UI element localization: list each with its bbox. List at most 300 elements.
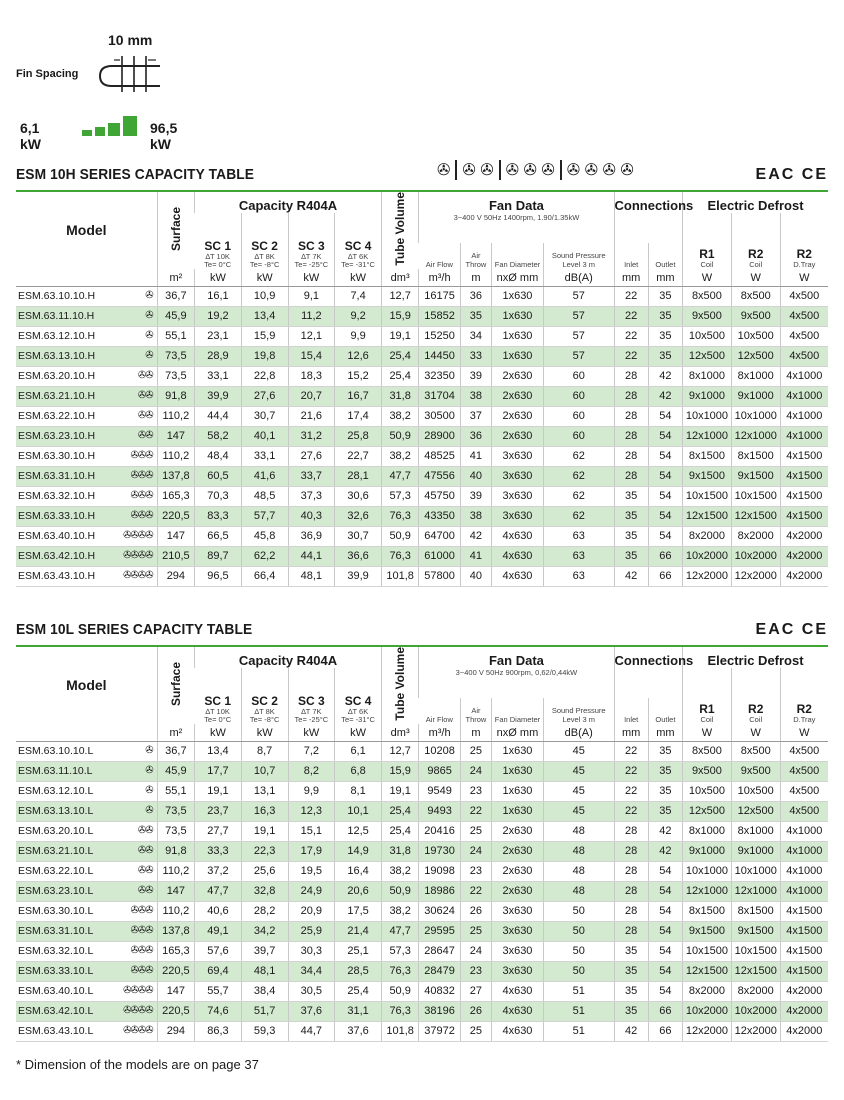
- col-conn-sub: Inlet: [614, 698, 648, 724]
- table-row: [16, 426, 828, 446]
- table-row: [16, 801, 828, 821]
- table-cell: 60: [543, 386, 614, 406]
- fan-count-icon: ✇✇: [137, 370, 153, 382]
- table-cell: 3x630: [492, 506, 544, 526]
- table-cell: 47,7: [381, 921, 418, 941]
- table-cell: 32,6: [335, 506, 382, 526]
- table-row: [16, 466, 828, 486]
- table-cell: 45: [543, 761, 614, 781]
- table-cell: 24: [460, 841, 491, 861]
- table-cell: 4x1000: [780, 821, 828, 841]
- table-cell: 22,3: [241, 841, 288, 861]
- table-cell: 28647: [419, 941, 461, 961]
- table-cell: 35: [614, 1001, 648, 1021]
- table-row: [16, 821, 828, 841]
- table-row: [16, 306, 828, 326]
- table-cell: 165,3: [157, 486, 194, 506]
- table-cell: 33: [460, 346, 491, 366]
- table-cell: 9865: [419, 761, 461, 781]
- table-cell: 58,2: [195, 426, 242, 446]
- col-fan-sub: Sound Pressure Level 3 m: [543, 243, 614, 269]
- table-cell: 19,1: [381, 781, 418, 801]
- col-sc-3: [288, 213, 335, 269]
- table-cell: 48,4: [195, 446, 242, 466]
- table-cell: 15,9: [241, 326, 288, 346]
- table-cell: 147: [157, 881, 194, 901]
- table-cell: 38,2: [381, 406, 418, 426]
- table-cell: 4x2000: [780, 546, 828, 566]
- table-cell: 50,9: [381, 426, 418, 446]
- table-cell: 62: [543, 446, 614, 466]
- model-name: ESM.63.11.10.L: [18, 765, 93, 778]
- capacity-max: 96,5 kW: [150, 120, 178, 152]
- table-cell: 294: [157, 566, 194, 586]
- table-cell: 20,7: [288, 386, 335, 406]
- table-cell: 76,3: [381, 1001, 418, 1021]
- table-cell: 12x2000: [731, 566, 780, 586]
- col-conn-sub: Outlet: [648, 243, 682, 269]
- table-cell: 74,6: [195, 1001, 242, 1021]
- table-cell: 31,2: [288, 426, 335, 446]
- header-graphics: [16, 30, 316, 150]
- table-cell: 4x630: [492, 526, 544, 546]
- table-cell: 12x2000: [683, 566, 732, 586]
- units-row: [16, 269, 828, 287]
- col-fan-sub: Air Throw: [460, 243, 491, 269]
- table-cell: 35: [648, 781, 682, 801]
- table-cell: 63: [543, 566, 614, 586]
- table-row: [16, 941, 828, 961]
- table-cell: 1x630: [492, 286, 544, 306]
- model-cell: [16, 861, 157, 881]
- col-sc-3: [288, 668, 335, 724]
- col-fan-sub: Air Flow: [425, 259, 453, 269]
- table-cell: 1x630: [492, 346, 544, 366]
- table-cell: 10x1500: [683, 941, 732, 961]
- model-name: ESM.63.21.10.H: [18, 390, 96, 403]
- table-cell: 35: [648, 286, 682, 306]
- table-cell: 48,1: [241, 961, 288, 981]
- model-name: ESM.63.31.10.L: [18, 925, 94, 938]
- col-surface-label: Surface: [168, 661, 183, 706]
- table-cell: 147: [157, 526, 194, 546]
- table-cell: 36,9: [288, 526, 335, 546]
- table-cell: 22,8: [241, 366, 288, 386]
- fan-count-icon: ✇✇✇: [130, 450, 153, 462]
- table-cell: 91,8: [157, 386, 194, 406]
- table-cell: 51: [543, 981, 614, 1001]
- table-cell: 28: [614, 406, 648, 426]
- table-cell: 19,1: [241, 821, 288, 841]
- table-cell: 60: [543, 406, 614, 426]
- col-model: Model: [66, 677, 107, 694]
- table-cell: 37,6: [288, 1001, 335, 1021]
- table-cell: 12x1000: [731, 426, 780, 446]
- fan-count-icon: ✇✇✇✇: [123, 550, 153, 562]
- certification-marks: EAC CE: [755, 166, 828, 183]
- unit-cell: m³/h: [419, 269, 461, 287]
- fan-count-icon: ✇✇: [137, 390, 153, 402]
- table-cell: 10x2000: [683, 1001, 732, 1021]
- table-cell: 6,8: [335, 761, 382, 781]
- table-cell: 83,3: [195, 506, 242, 526]
- table-cell: 96,5: [195, 566, 242, 586]
- table-cell: 63: [543, 546, 614, 566]
- table-cell: 110,2: [157, 861, 194, 881]
- unit-cell: mm: [614, 269, 648, 287]
- unit-cell: W: [780, 269, 828, 287]
- table-row: [16, 881, 828, 901]
- col-sc-4: [335, 668, 382, 724]
- table-cell: 48,1: [288, 566, 335, 586]
- table-cell: 6,1: [335, 741, 382, 761]
- table-cell: 8x1000: [683, 366, 732, 386]
- table-cell: 70,3: [195, 486, 242, 506]
- table-cell: 42: [648, 821, 682, 841]
- table-cell: 86,3: [195, 1021, 242, 1041]
- model-name: ESM.63.42.10.H: [18, 550, 96, 563]
- table-row: [16, 406, 828, 426]
- table-cell: 50,9: [381, 981, 418, 1001]
- table-cell: 28,2: [241, 901, 288, 921]
- table-cell: 57: [543, 306, 614, 326]
- table-cell: 57800: [419, 566, 461, 586]
- table-cell: 9,2: [335, 306, 382, 326]
- table-cell: 20,6: [335, 881, 382, 901]
- table-cell: 45750: [419, 486, 461, 506]
- col-sc-2: [241, 213, 288, 269]
- sc-delta: ∆T 7K: [301, 251, 322, 261]
- defrost-sub: Coil: [749, 714, 763, 724]
- fan-group-1-icon: ✇: [432, 160, 457, 180]
- col-defrost-3: [780, 668, 828, 724]
- table-cell: 62,2: [241, 546, 288, 566]
- model-name: ESM.63.21.10.L: [18, 845, 94, 858]
- table-cell: 10x1000: [683, 406, 732, 426]
- table-cell: 8x1500: [731, 446, 780, 466]
- col-surface: [157, 192, 194, 269]
- table-cell: 45,9: [157, 306, 194, 326]
- table-row: [16, 446, 828, 466]
- table-cell: 13,4: [241, 306, 288, 326]
- unit-cell: mm: [614, 724, 648, 742]
- unit-cell: mm: [648, 724, 682, 742]
- table-cell: 50: [543, 941, 614, 961]
- table-row: [16, 781, 828, 801]
- col-electric-defrost: Electric Defrost: [683, 647, 828, 668]
- table-cell: 28: [614, 386, 648, 406]
- sc-delta: ∆T 6K: [347, 251, 369, 261]
- table-cell: 10x500: [683, 781, 732, 801]
- table-cell: 25,4: [335, 981, 382, 1001]
- table-cell: 19,5: [288, 861, 335, 881]
- table-cell: 35: [614, 961, 648, 981]
- table-cell: 1x630: [492, 741, 544, 761]
- table-cell: 40: [460, 566, 491, 586]
- model-name: ESM.63.10.10.H: [18, 290, 96, 303]
- table-cell: 54: [648, 486, 682, 506]
- table-cell: 12x1500: [683, 961, 732, 981]
- col-tube-volume: [381, 192, 418, 269]
- table-cell: 33,1: [195, 366, 242, 386]
- table-cell: 63: [543, 526, 614, 546]
- table-cell: 62: [543, 486, 614, 506]
- table-cell: 89,7: [195, 546, 242, 566]
- table-cell: 34,2: [241, 921, 288, 941]
- table-cell: 3x630: [492, 466, 544, 486]
- table-cell: 8x1500: [683, 901, 732, 921]
- table-cell: 9549: [419, 781, 461, 801]
- table-cell: 13,4: [195, 741, 242, 761]
- table-cell: 37,2: [195, 861, 242, 881]
- table-cell: 24: [460, 761, 491, 781]
- model-cell: [16, 426, 157, 446]
- table-cell: 20,9: [288, 901, 335, 921]
- defrost-sub: Coil: [749, 259, 763, 269]
- table-cell: 35: [648, 326, 682, 346]
- model-name: ESM.63.20.10.H: [18, 370, 96, 383]
- table-cell: 12,7: [381, 286, 418, 306]
- table-cell: 8x2000: [683, 526, 732, 546]
- table-cell: 4x500: [780, 286, 828, 306]
- table-cell: 57: [543, 286, 614, 306]
- fan-count-icon: ✇: [145, 310, 153, 322]
- table-cell: 15250: [419, 326, 461, 346]
- sc-name: SC 2: [251, 693, 278, 708]
- col-capacity: Capacity R404A: [195, 192, 382, 213]
- model-name: ESM.63.40.10.H: [18, 530, 96, 543]
- table-cell: 1x630: [492, 326, 544, 346]
- section-title-10h: ESM 10H SERIES CAPACITY TABLE: [16, 166, 255, 183]
- sc-delta: ∆T 10K: [205, 251, 230, 261]
- table-cell: 60,5: [195, 466, 242, 486]
- table-cell: 3x630: [492, 921, 544, 941]
- table-cell: 25: [460, 1021, 491, 1041]
- table-cell: 4x2000: [780, 526, 828, 546]
- table-cell: 2x630: [492, 861, 544, 881]
- table-cell: 35: [614, 546, 648, 566]
- table-cell: 147: [157, 981, 194, 1001]
- table-row: [16, 961, 828, 981]
- col-conn-sub: Inlet: [614, 243, 648, 269]
- table-cell: 51: [543, 1001, 614, 1021]
- table-cell: 2x630: [492, 821, 544, 841]
- sc-temp: Te= 0°C: [204, 714, 232, 724]
- conn-spacer: [614, 668, 683, 698]
- table-cell: 24,9: [288, 881, 335, 901]
- table-row: [16, 386, 828, 406]
- capacity-bars-icon: [82, 114, 144, 140]
- table-cell: 62: [543, 466, 614, 486]
- model-cell: [16, 881, 157, 901]
- table-cell: 55,7: [195, 981, 242, 1001]
- unit-cell: dm³: [381, 269, 418, 287]
- fan-spec: 3~400 V 50Hz 1400rpm, 1.90/1.35kW: [419, 213, 614, 243]
- table-cell: 22: [614, 346, 648, 366]
- units-row: [16, 724, 828, 742]
- table-cell: 37: [460, 406, 491, 426]
- sc-temp: Te= -25°C: [294, 259, 329, 269]
- model-cell: [16, 761, 157, 781]
- table-cell: 29595: [419, 921, 461, 941]
- table-cell: 30,7: [335, 526, 382, 546]
- fan-count-icon: ✇: [145, 765, 153, 777]
- fan-count-icon: ✇✇✇✇: [123, 1025, 153, 1037]
- table-cell: 14,9: [335, 841, 382, 861]
- table-cell: 12,3: [288, 801, 335, 821]
- model-cell: [16, 546, 157, 566]
- table-cell: 50,9: [381, 526, 418, 546]
- table-cell: 57: [543, 346, 614, 366]
- defrost-name: R2: [796, 701, 812, 716]
- table-cell: 25: [460, 921, 491, 941]
- table-cell: 28,9: [195, 346, 242, 366]
- table-cell: 8x1000: [683, 821, 732, 841]
- table-cell: 25,4: [381, 346, 418, 366]
- table-cell: 45,8: [241, 526, 288, 546]
- table-row: [16, 346, 828, 366]
- table-cell: 22: [614, 761, 648, 781]
- table-cell: 37,3: [288, 486, 335, 506]
- table-cell: 2x630: [492, 406, 544, 426]
- table-cell: 32,8: [241, 881, 288, 901]
- table-cell: 38196: [419, 1001, 461, 1021]
- fan-count-icon: ✇✇✇✇: [123, 985, 153, 997]
- col-connections: Connections: [614, 192, 683, 213]
- table-cell: 8x1500: [683, 446, 732, 466]
- table-cell: 19,2: [195, 306, 242, 326]
- unit-cell: W: [683, 724, 732, 742]
- section-title-10l: ESM 10L SERIES CAPACITY TABLE: [16, 621, 253, 638]
- table-cell: 101,8: [381, 1021, 418, 1041]
- table-cell: 27,6: [241, 386, 288, 406]
- unit-cell: m: [460, 269, 491, 287]
- model-name: ESM.63.13.10.L: [18, 805, 94, 818]
- table-cell: 39,7: [241, 941, 288, 961]
- table-cell: 28: [614, 921, 648, 941]
- table-row: [16, 366, 828, 386]
- table-cell: 38,2: [381, 861, 418, 881]
- table-cell: 61000: [419, 546, 461, 566]
- sc-delta: ∆T 6K: [347, 706, 369, 716]
- fin-spacing-label: Fin Spacing: [16, 68, 79, 80]
- model-name: ESM.63.32.10.L: [18, 945, 94, 958]
- col-tube-volume-label: Tube Volume: [393, 647, 408, 721]
- table-cell: 10x1500: [683, 486, 732, 506]
- table-cell: 35: [648, 346, 682, 366]
- table-cell: 14450: [419, 346, 461, 366]
- table-cell: 9x500: [683, 306, 732, 326]
- table-cell: 4x1500: [780, 486, 828, 506]
- table-cell: 4x1000: [780, 406, 828, 426]
- table-cell: 8x2000: [731, 981, 780, 1001]
- model-name: ESM.63.33.10.L: [18, 965, 94, 978]
- table-cell: 9x1000: [731, 841, 780, 861]
- table-cell: 35: [614, 526, 648, 546]
- table-cell: 54: [648, 426, 682, 446]
- table-cell: 9,9: [288, 781, 335, 801]
- table-cell: 4x500: [780, 761, 828, 781]
- sc-temp: Te= -8°C: [249, 714, 280, 724]
- table-cell: 10,7: [241, 761, 288, 781]
- col-surface-label: Surface: [168, 206, 183, 251]
- sc-name: SC 4: [344, 693, 372, 708]
- table-cell: 38,2: [381, 901, 418, 921]
- table-cell: 165,3: [157, 941, 194, 961]
- table-cell: 16,4: [335, 861, 382, 881]
- table-cell: 54: [648, 526, 682, 546]
- table-cell: 40,3: [288, 506, 335, 526]
- model-cell: [16, 801, 157, 821]
- unit-cell: dB(A): [543, 269, 614, 287]
- table-cell: 2x630: [492, 366, 544, 386]
- table-cell: 60: [543, 426, 614, 446]
- table-cell: 17,9: [288, 841, 335, 861]
- table-cell: 9x500: [683, 761, 732, 781]
- table-cell: 10208: [419, 741, 461, 761]
- table-cell: 76,3: [381, 506, 418, 526]
- table-cell: 38,4: [241, 981, 288, 1001]
- model-name: ESM.63.22.10.L: [18, 865, 94, 878]
- table-cell: 36: [460, 426, 491, 446]
- col-sc-1: [195, 213, 242, 269]
- table-cell: 50: [543, 961, 614, 981]
- table-cell: 28900: [419, 426, 461, 446]
- table-cell: 36,6: [335, 546, 382, 566]
- table-cell: 45: [543, 801, 614, 821]
- table-cell: 16175: [419, 286, 461, 306]
- table-cell: 33,1: [241, 446, 288, 466]
- table-cell: 76,3: [381, 546, 418, 566]
- table-cell: 30624: [419, 901, 461, 921]
- model-cell: [16, 386, 157, 406]
- fan-group-2-icon: ✇ ✇: [457, 160, 500, 180]
- table-cell: 12x1000: [731, 881, 780, 901]
- table-cell: 9x1000: [683, 386, 732, 406]
- table-cell: 220,5: [157, 961, 194, 981]
- table-cell: 22: [614, 801, 648, 821]
- table-cell: 57,7: [241, 506, 288, 526]
- table-cell: 10,9: [241, 286, 288, 306]
- model-cell: [16, 961, 157, 981]
- table-cell: 48,5: [241, 486, 288, 506]
- table-cell: 10x1500: [731, 941, 780, 961]
- table-row: [16, 1021, 828, 1041]
- table-cell: 4x1000: [780, 841, 828, 861]
- unit-cell: W: [731, 724, 780, 742]
- table-cell: 57,3: [381, 486, 418, 506]
- table-cell: 4x630: [492, 981, 544, 1001]
- table-cell: 4x1500: [780, 506, 828, 526]
- table-cell: 3x630: [492, 961, 544, 981]
- table-cell: 2x630: [492, 841, 544, 861]
- table-cell: 210,5: [157, 546, 194, 566]
- table-cell: 34,4: [288, 961, 335, 981]
- table-cell: 57,6: [195, 941, 242, 961]
- table-cell: 54: [648, 406, 682, 426]
- fan-spec: 3~400 V 50Hz 900rpm, 0,62/0,44kW: [419, 668, 614, 698]
- defrost-name: R2: [748, 246, 764, 261]
- table-cell: 9x1500: [731, 921, 780, 941]
- table-cell: 3x630: [492, 486, 544, 506]
- model-name: ESM.63.43.10.L: [18, 1025, 94, 1038]
- fan-configurations: [432, 160, 639, 180]
- table-cell: 9x500: [731, 306, 780, 326]
- model-name: ESM.63.42.10.L: [18, 1005, 94, 1018]
- table-cell: 54: [648, 506, 682, 526]
- header-row: [16, 192, 828, 213]
- table-cell: 12,1: [288, 326, 335, 346]
